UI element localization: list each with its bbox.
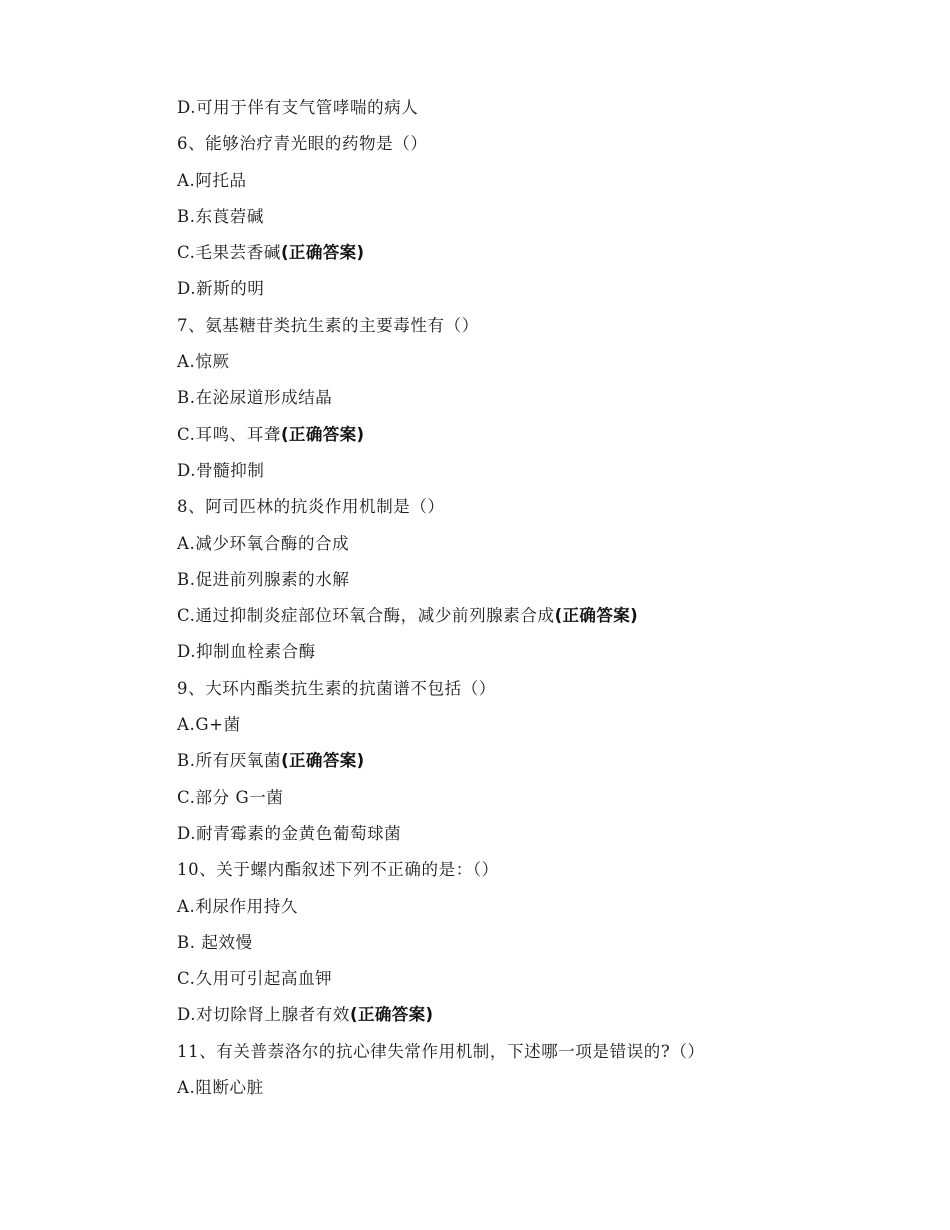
correct-answer-tag: (正确答案) — [280, 243, 365, 263]
question-stem — [177, 1034, 877, 1070]
answer-option — [177, 271, 877, 307]
question-stem — [177, 308, 877, 344]
answer-option — [177, 889, 877, 925]
correct-answer-tag: (正确答案) — [350, 1005, 434, 1025]
line-text: B.东莨菪碱 — [177, 206, 264, 226]
line-text: D.对切除肾上腺者有效 — [177, 1005, 350, 1025]
answer-option — [177, 235, 877, 271]
line-text: 10、关于螺内酯叙述下列不正确的是：（） — [177, 860, 499, 880]
answer-option — [177, 1070, 877, 1106]
correct-answer-tag: (正确答案) — [554, 606, 639, 626]
line-text: C.久用可引起高血钾 — [177, 969, 333, 989]
answer-option — [177, 743, 877, 779]
answer-option — [177, 997, 877, 1033]
line-text: 11、有关普萘洛尔的抗心律失常作用机制，下述哪一项是错误的?（） — [177, 1041, 705, 1061]
question-list — [177, 90, 877, 1106]
answer-option — [177, 598, 877, 634]
correct-answer-tag: (正确答案) — [281, 751, 365, 771]
line-text: 8、阿司匹林的抗炎作用机制是（） — [177, 497, 445, 517]
answer-option — [177, 344, 877, 380]
line-text: D.可用于伴有支气管哮喘的病人 — [177, 98, 419, 117]
line-text: D.抑制血栓素合酶 — [177, 642, 316, 662]
line-text: A.减少环氧合酶的合成 — [177, 533, 350, 553]
line-text: D.骨髓抑制 — [177, 460, 265, 480]
correct-answer-tag: (正确答案) — [280, 424, 365, 444]
line-text: A.利尿作用持久 — [177, 896, 298, 916]
line-text: 9、大环内酯类抗生素的抗菌谱不包括（） — [177, 678, 496, 698]
line-text: C.部分 G一菌 — [177, 787, 284, 807]
answer-option — [177, 526, 877, 562]
line-text: C.毛果芸香碱 — [177, 243, 281, 263]
line-text: B.促进前列腺素的水解 — [177, 569, 350, 589]
question-stem — [177, 852, 877, 888]
line-text: D.耐青霉素的金黄色葡萄球菌 — [177, 823, 402, 843]
line-text: C.通过抑制炎症部位环氧合酶，减少前列腺素合成 — [177, 606, 555, 626]
line-text: A.阻断心脏 — [177, 1078, 264, 1098]
answer-option — [177, 562, 877, 598]
answer-option — [177, 163, 877, 199]
answer-option — [177, 707, 877, 743]
answer-option — [177, 925, 877, 961]
line-text: 6、能够治疗青光眼的药物是（） — [177, 134, 428, 154]
answer-option — [177, 453, 877, 489]
answer-option — [177, 417, 877, 453]
answer-option — [177, 780, 877, 816]
line-text: B.在泌尿道形成结晶 — [177, 388, 333, 408]
question-stem — [177, 489, 877, 525]
answer-option — [177, 961, 877, 997]
question-stem — [177, 126, 877, 162]
line-text: C.耳鸣、耳聋 — [177, 424, 281, 444]
line-text: A.阿托品 — [177, 170, 247, 190]
line-text: 7、氨基糖苷类抗生素的主要毒性有（） — [177, 315, 479, 335]
line-text: D.新斯的明 — [177, 279, 265, 299]
answer-option — [177, 380, 877, 416]
line-text: A.惊厥 — [177, 352, 230, 372]
question-stem — [177, 671, 877, 707]
answer-option — [177, 816, 877, 852]
line-text: A.G+菌 — [177, 715, 241, 735]
answer-option — [177, 634, 877, 670]
answer-option — [177, 90, 877, 126]
line-text: B.所有厌氧菌 — [177, 751, 282, 771]
answer-option — [177, 199, 877, 235]
line-text: B. 起效慢 — [177, 932, 253, 952]
